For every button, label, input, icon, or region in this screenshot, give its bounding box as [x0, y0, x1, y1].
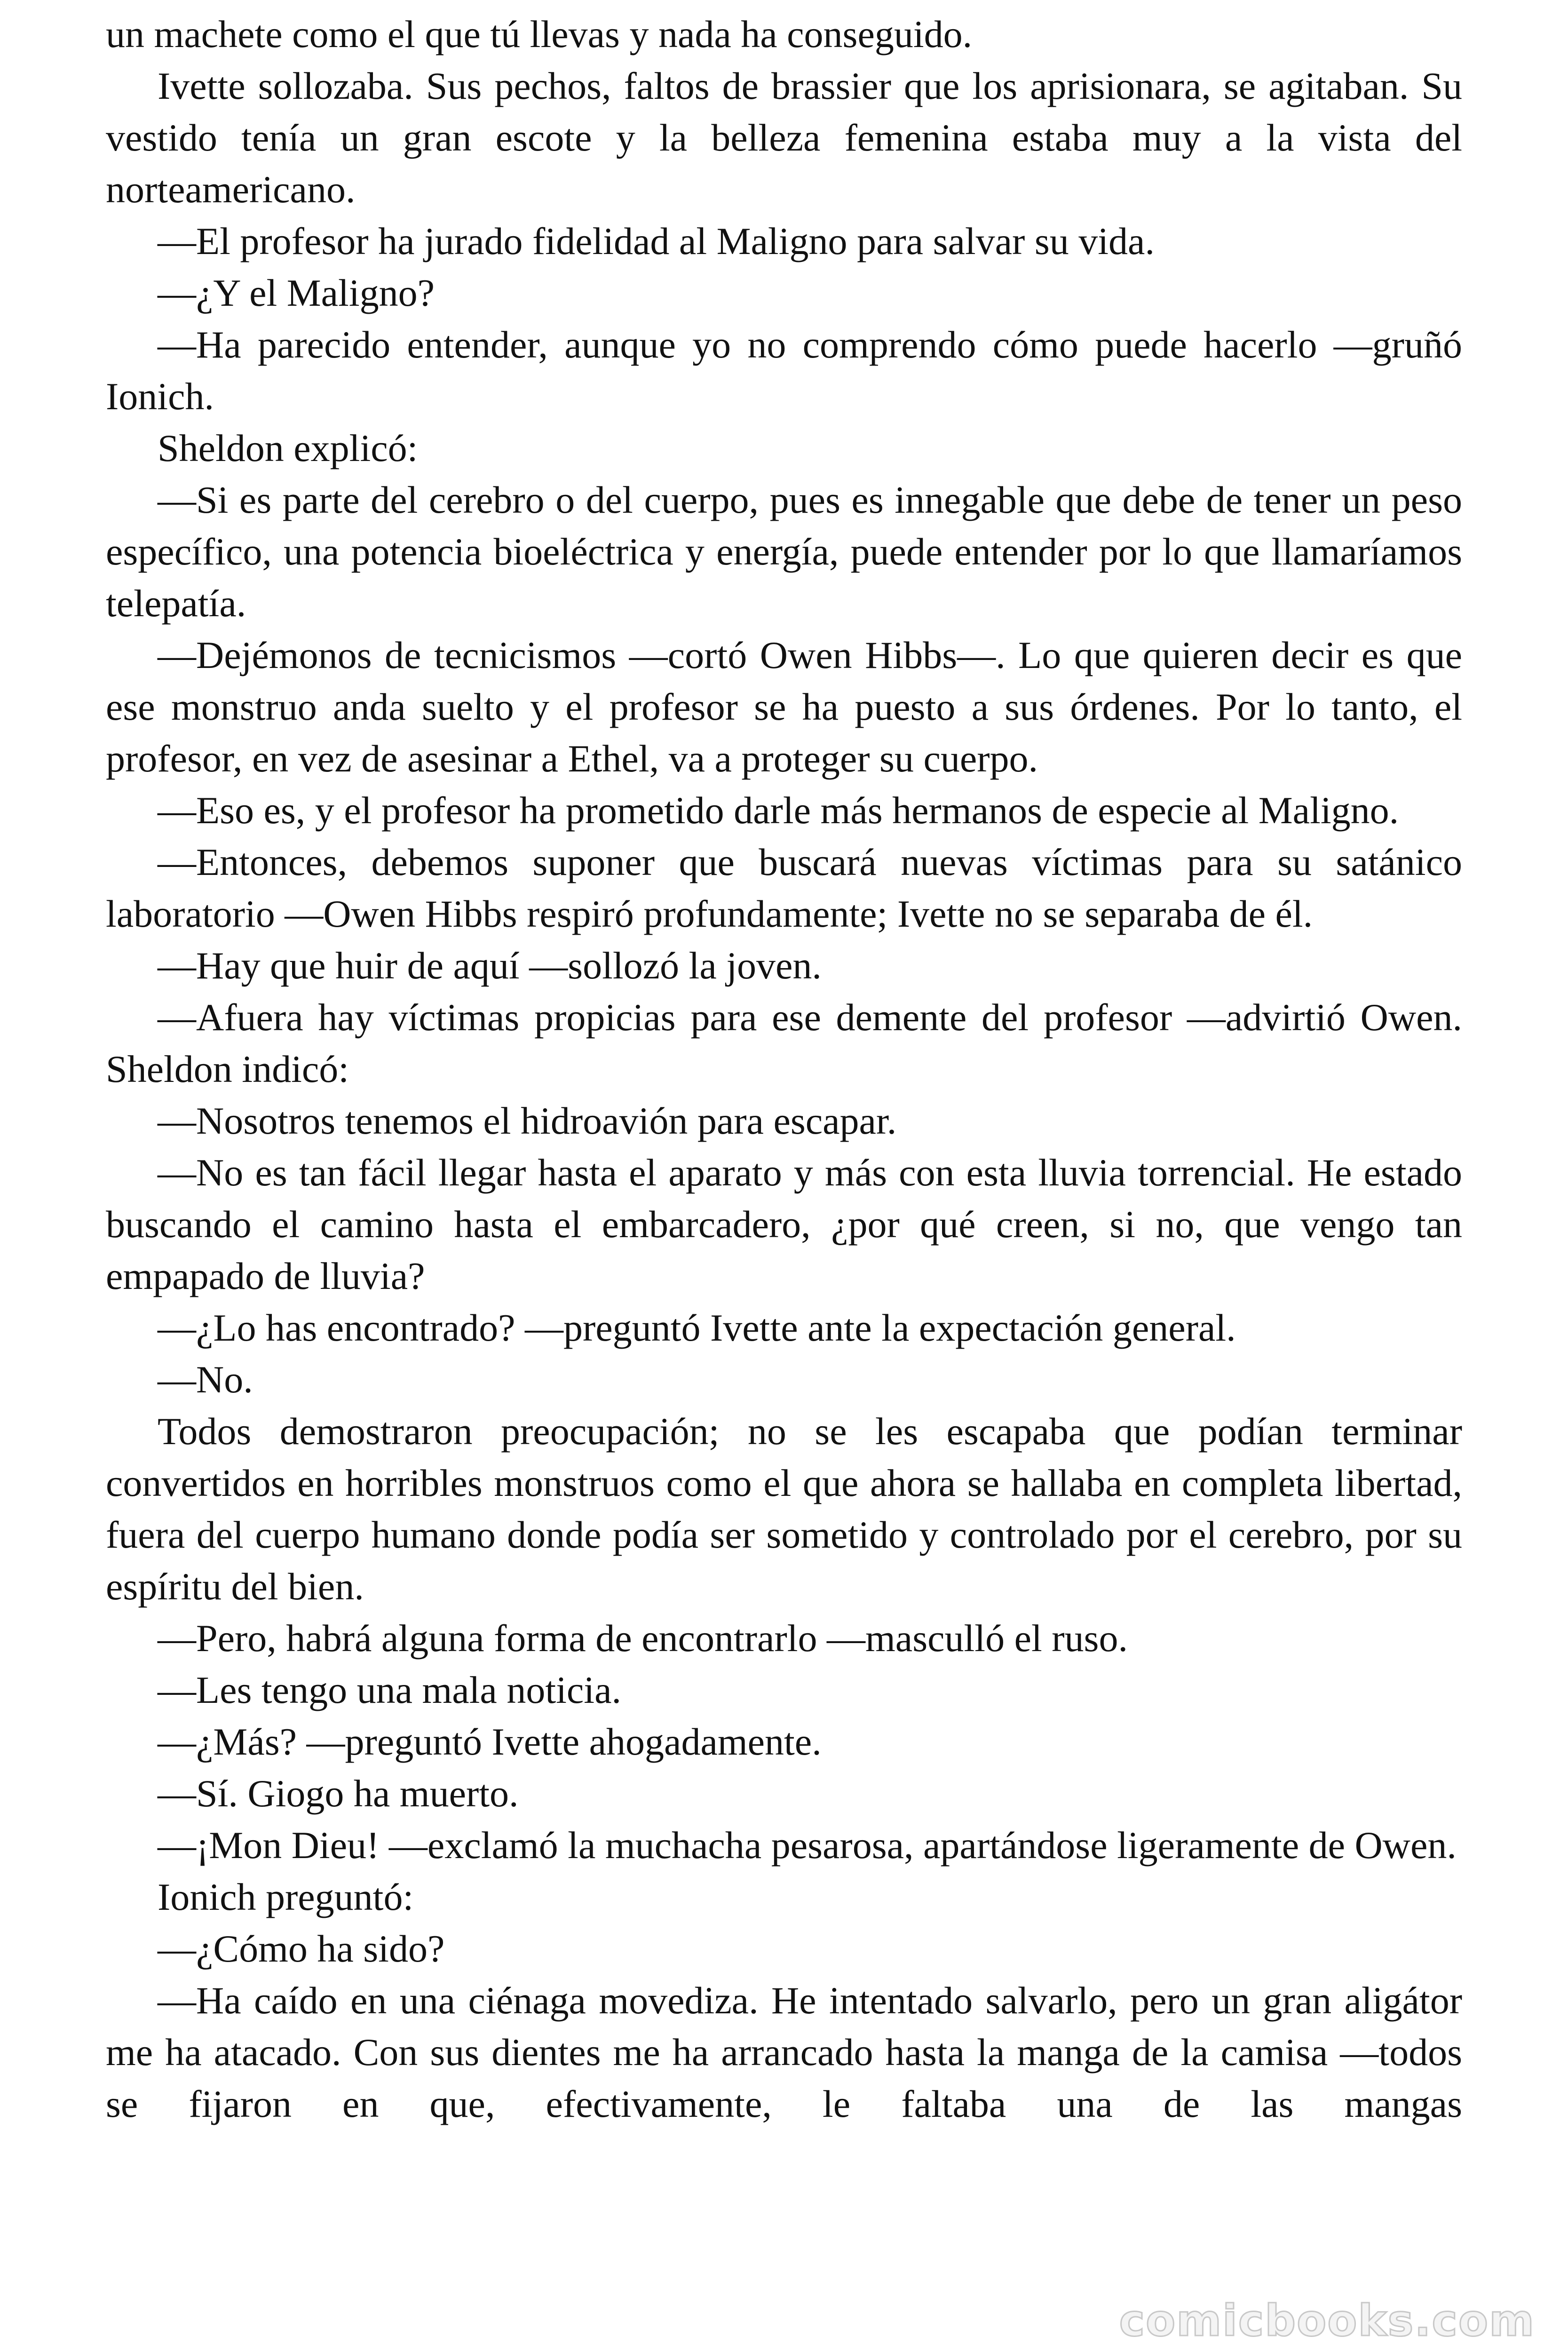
paragraph: —Dejémonos de tecnicismos —cortó Owen Hibbs—. Lo que quieren decir es que ese monstruo anda suelto y el profesor se ha puesto a sus órdenes. Por lo tanto, el profesor, en vez de asesinar a Ethel, va a proteger su cuerpo. [106, 634, 1462, 780]
paragraph: Sheldon explicó: [158, 427, 418, 469]
paragraph: —Afuera hay víctimas propicias para ese demente del profesor —advirtió Owen. Sheldon indicó: [106, 996, 1462, 1090]
paragraph: —No. [158, 1358, 253, 1401]
paragraph: —El profesor ha jurado fidelidad al Maligno para salvar su vida. [158, 220, 1155, 262]
watermark-logo: comicbooks.com [1119, 2296, 1535, 2346]
paragraph-continuation: un machete como el que tú llevas y nada ha conseguido. [106, 13, 973, 56]
paragraph: —¡Mon Dieu! —exclamó la muchacha pesarosa, apartándose ligeramente de Owen. [158, 1824, 1457, 1867]
paragraph: —Pero, habrá alguna forma de encontrarlo —masculló el ruso. [158, 1617, 1128, 1660]
paragraph: Todos demostraron preocupación; no se les escapaba que podían terminar convertidos en horribles monstruos como el que ahora se hallaba en completa libertad, fuera del cuerpo humano donde podía ser sometido y controlado por el cerebro, por su espíritu del bien. [106, 1410, 1462, 1608]
paragraph: —Hay que huir de aquí —sollozó la joven. [158, 944, 822, 987]
paragraph: —Ha parecido entender, aunque yo no comprendo cómo puede hacerlo —gruñó Ionich. [106, 323, 1462, 418]
paragraph: —¿Cómo ha sido? [158, 1927, 445, 1970]
paragraph: —Si es parte del cerebro o del cuerpo, pues es innegable que debe de tener un peso específico, una potencia bioeléctrica y energía, puede entender por lo que llamaríamos telepatía. [106, 478, 1462, 625]
paragraph-final: —Ha caído en una ciénaga movediza. He intentado salvarlo, pero un gran aligátor me ha atacado. Con sus dientes me ha arrancado hasta la manga de la camisa —todos se fijaron en que, efectivamente, le faltaba una de las mangas [106, 1979, 1462, 2125]
paragraph: —Eso es, y el profesor ha prometido darle más hermanos de especie al Maligno. [158, 789, 1399, 832]
paragraph: —Sí. Giogo ha muerto. [158, 1772, 519, 1815]
paragraph: —¿Lo has encontrado? —preguntó Ivette ante la expectación general. [158, 1306, 1236, 1349]
paragraph: Ionich preguntó: [158, 1875, 414, 1918]
paragraph: —Entonces, debemos suponer que buscará nuevas víctimas para su satánico laboratorio —Owen Hibbs respiró profundamente; Ivette no se separaba de él. [106, 841, 1462, 935]
paragraph: —¿Y el Maligno? [158, 271, 435, 314]
paragraph: Ivette sollozaba. Sus pechos, faltos de brassier que los aprisionara, se agitaban. Su vestido tenía un gran escote y la belleza femenina estaba muy a la vista del norteamericano. [106, 64, 1462, 211]
paragraph: —¿Más? —preguntó Ivette ahogadamente. [158, 1720, 822, 1763]
paragraph: —No es tan fácil llegar hasta el aparato y más con esta lluvia torrencial. He estado buscando el camino hasta el embarcadero, ¿por qué creen, si no, que vengo tan empapado de lluvia? [106, 1151, 1462, 1297]
paragraph: —Nosotros tenemos el hidroavión para escapar. [158, 1099, 897, 1142]
paragraph: —Les tengo una mala noticia. [158, 1669, 621, 1711]
